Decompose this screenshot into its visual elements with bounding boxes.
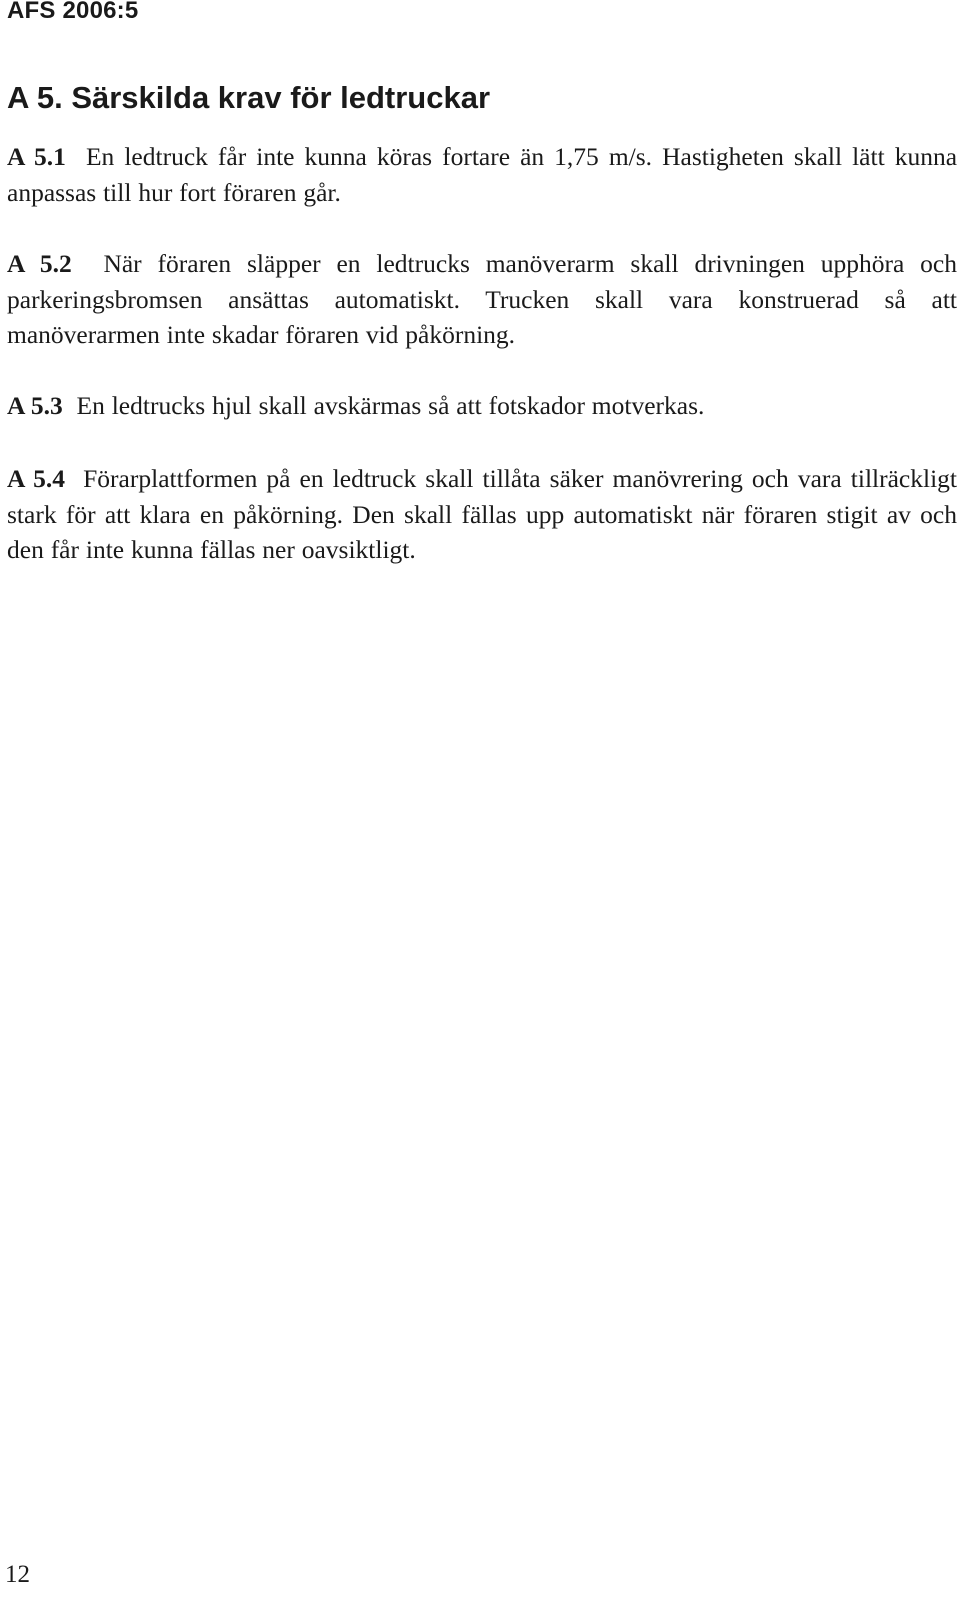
paragraph-text: En ledtrucks hjul skall avskärmas så att fotskador motverkas. — [76, 391, 705, 420]
paragraph-number: A 5.1 — [7, 142, 66, 171]
paragraph-text: Förarplattformen på en ledtruck skall tillåta säker manövrering och vara tillräckligt stark för att klara en påkörning. Den skall fällas upp automatiskt när föraren stigit av och den får inte kunna fällas ner oavsiktligt. — [7, 464, 957, 564]
paragraph-text: En ledtruck får inte kunna köras fortare än 1,75 m/s. Hastigheten skall lätt kunna anpassas till hur fort föraren går. — [7, 142, 958, 207]
document-id: AFS 2006:5 — [7, 0, 139, 24]
paragraph-a5-3 — [7, 388, 957, 424]
paragraph-a5-2 — [7, 246, 957, 353]
page-number: 12 — [5, 1561, 30, 1588]
paragraph-text: När föraren släpper en ledtrucks manöverarm skall drivningen upphöra och parkeringsbromsen ansättas automatiskt. Trucken skall vara konstruerad så att manöverarmen inte skadar föraren vid påkörning. — [7, 249, 958, 349]
paragraph-a5-1 — [7, 139, 957, 210]
section-title: A 5. Särskilda krav för ledtruckar — [7, 80, 491, 115]
paragraph-number: A 5.4 — [7, 464, 65, 493]
paragraph-number: A 5.3 — [7, 391, 63, 420]
paragraph-a5-4 — [7, 461, 957, 568]
paragraph-number: A 5.2 — [7, 249, 72, 278]
